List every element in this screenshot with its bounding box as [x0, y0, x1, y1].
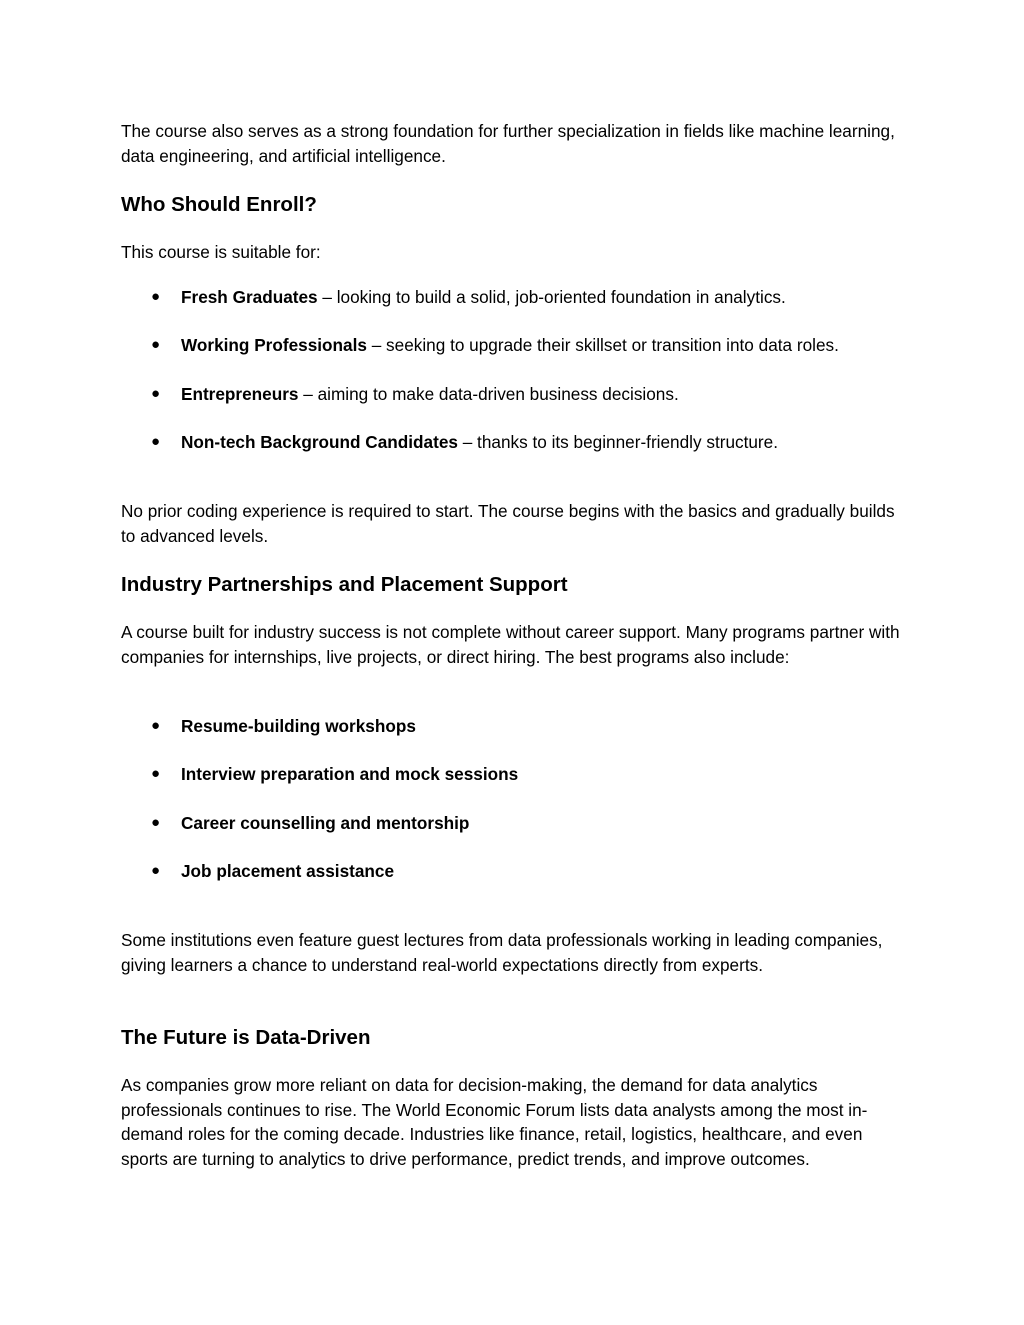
list-item-label: Resume-building workshops — [181, 716, 416, 736]
list-item-term: Working Professionals — [181, 335, 367, 355]
bullet-icon: ● — [151, 433, 161, 450]
intro-paragraph: The course also serves as a strong foundation for further specialization in fields like machine learning, data engineering, and artificial intelligence. — [121, 121, 895, 166]
future-paragraph: As companies grow more reliant on data for decision-making, the demand for data analytics professionals continues to rise. The World Economic Forum lists data analysts among the most in-demand roles for the coming decade. Industries like finance, retail, logistics, healthcare, and even sports are turning to analytics to drive performance, predict trends, and improve outcomes. — [121, 1075, 868, 1169]
heading-future-data-driven: The Future is Data-Driven — [121, 1026, 371, 1049]
list-item-desc: – aiming to make data-driven business decisions. — [298, 384, 679, 404]
list-item-label: Career counselling and mentorship — [181, 813, 470, 833]
bullet-icon: ● — [151, 765, 161, 782]
bullet-icon: ● — [151, 336, 161, 353]
list-item-desc: – looking to build a solid, job-oriented foundation in analytics. — [317, 287, 786, 307]
list-item-term: Fresh Graduates — [181, 287, 318, 307]
bullet-icon: ● — [151, 717, 161, 734]
bullet-icon: ● — [151, 862, 161, 879]
enroll-lead-paragraph: This course is suitable for: — [121, 242, 321, 262]
list-item-label: Job placement assistance — [181, 861, 395, 881]
heading-industry-partnerships: Industry Partnerships and Placement Support — [121, 573, 568, 596]
list-item-label: Interview preparation and mock sessions — [181, 764, 519, 784]
bullet-icon: ● — [151, 385, 161, 402]
bullet-icon: ● — [151, 814, 161, 831]
list-item-desc: – seeking to upgrade their skillset or transition into data roles. — [366, 335, 839, 355]
heading-who-should-enroll: Who Should Enroll? — [121, 193, 317, 216]
partnerships-lead-paragraph: A course built for industry success is not complete without career support. Many programs partner with companies for internships, live projects, or direct hiring. The best programs also include: — [121, 622, 900, 667]
list-item-desc: – thanks to its beginner-friendly structure. — [457, 432, 778, 452]
list-item-term: Entrepreneurs — [181, 384, 299, 404]
bullet-icon: ● — [151, 288, 161, 305]
enroll-closing-paragraph: No prior coding experience is required to start. The course begins with the basics and gradually builds to advanced levels. — [121, 501, 895, 546]
partnerships-closing-paragraph: Some institutions even feature guest lectures from data professionals working in leading companies, giving learners a chance to understand real-world expectations directly from experts. — [121, 930, 883, 975]
list-item-term: Non-tech Background Candidates — [181, 432, 458, 452]
